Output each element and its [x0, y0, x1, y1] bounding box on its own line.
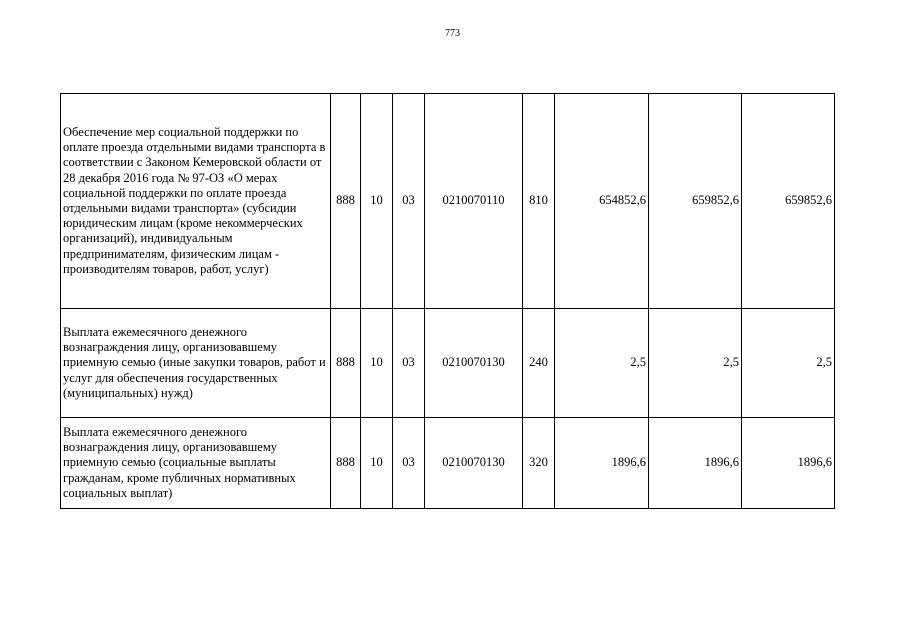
amount-year-1: 654852,6: [555, 94, 649, 309]
amount-year-1: 1896,6: [555, 418, 649, 509]
amount-year-2: 1896,6: [649, 418, 742, 509]
row-description: Выплата ежемесячного денежного вознаграждения лицу, организовавшему приемную семью (социальные выплаты гражданам, кроме публичных нормативных социальных выплат): [61, 418, 331, 509]
budget-table: [60, 93, 835, 509]
target-article-code: 0210070130: [425, 418, 523, 509]
target-article-code: 0210070130: [425, 309, 523, 418]
amount-year-2: 2,5: [649, 309, 742, 418]
table-row: [61, 418, 835, 509]
amount-year-3: 2,5: [742, 309, 835, 418]
amount-year-3: 1896,6: [742, 418, 835, 509]
table-row: [61, 94, 835, 309]
subsection-code: 03: [393, 418, 425, 509]
amount-year-3: 659852,6: [742, 94, 835, 309]
target-article-code: 0210070110: [425, 94, 523, 309]
section-code: 10: [361, 418, 393, 509]
page-number: 773: [445, 28, 460, 39]
expense-type-code: 810: [523, 94, 555, 309]
ministry-code: 888: [331, 309, 361, 418]
expense-type-code: 240: [523, 309, 555, 418]
subsection-code: 03: [393, 94, 425, 309]
expense-type-code: 320: [523, 418, 555, 509]
section-code: 10: [361, 94, 393, 309]
row-description: Выплата ежемесячного денежного вознаграждения лицу, организовавшему приемную семью (иные закупки товаров, работ и услуг для обеспечения государственных (муниципальных) нужд): [61, 309, 331, 418]
row-description: Обеспечение мер социальной поддержки по оплате проезда отдельными видами транспорта в соответствии с Законом Кемеровской области от 28 декабря 2016 года № 97-ОЗ «О мерах социальной поддержки по оплате проезда отдельными видами транспорта» (субсидии юридическим лицам (кроме некоммерческих организаций), индивидуальным предпринимателям, физическим лицам - производителям товаров, работ, услуг): [61, 94, 331, 309]
subsection-code: 03: [393, 309, 425, 418]
section-code: 10: [361, 309, 393, 418]
ministry-code: 888: [331, 418, 361, 509]
table-row: [61, 309, 835, 418]
amount-year-2: 659852,6: [649, 94, 742, 309]
ministry-code: 888: [331, 94, 361, 309]
amount-year-1: 2,5: [555, 309, 649, 418]
